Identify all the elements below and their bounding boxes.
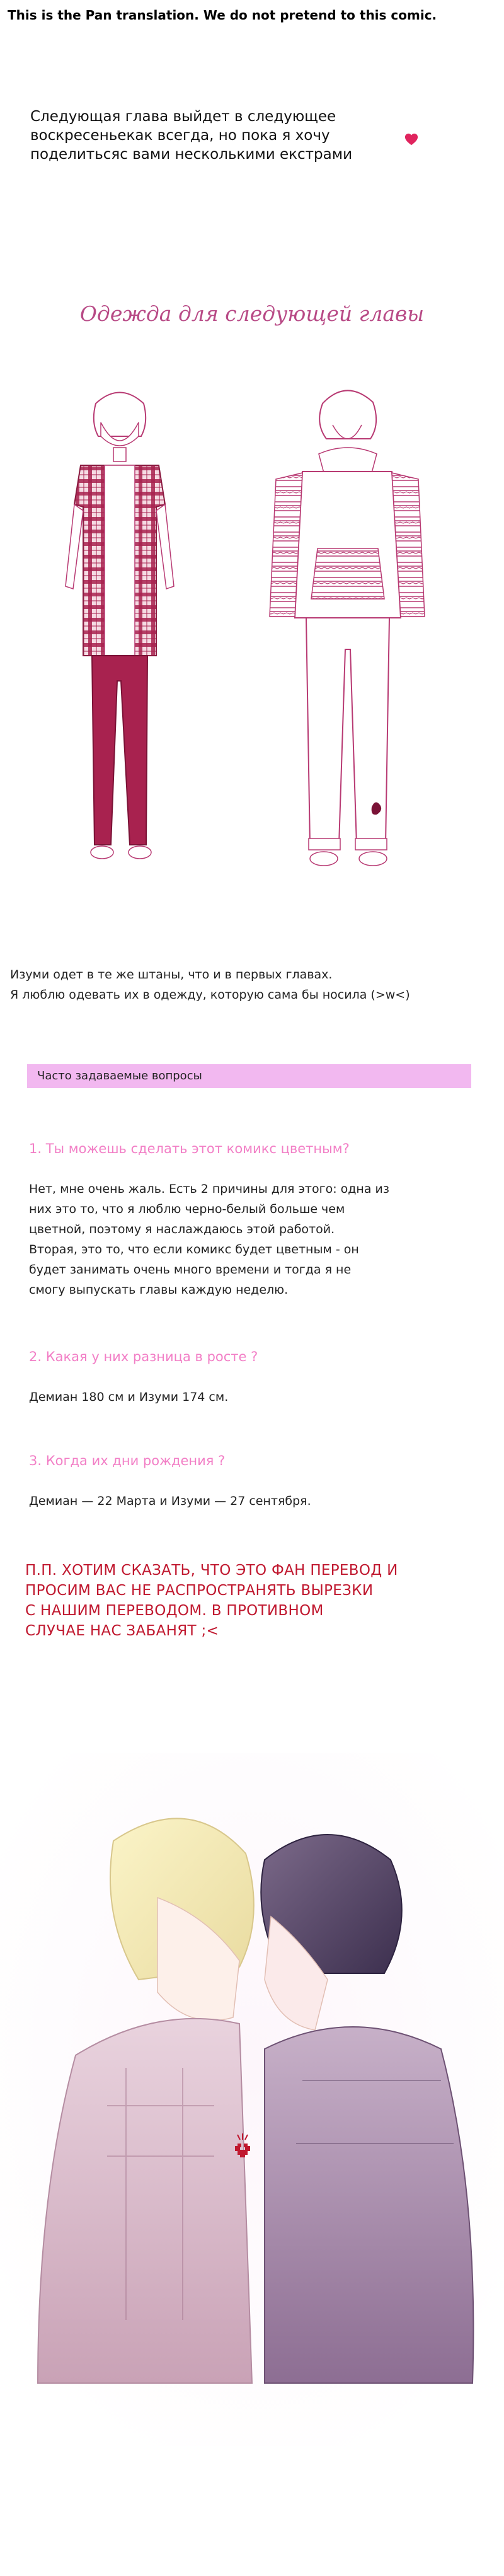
faq-answer-1-line-4: Вторая, это то, что если комикс будет цветным - он	[29, 1243, 359, 1256]
outfit-caption	[10, 965, 501, 1005]
right-character	[270, 390, 425, 866]
translator-note	[25, 1560, 479, 1641]
translator-note-line-1: П.П. ХОТИМ СКАЗАТЬ, ЧТО ЭТО ФАН ПЕРЕВОД И	[25, 1562, 398, 1579]
faq-answer-1-line-1: Нет, мне очень жаль. Есть 2 причины для этого: одна из	[29, 1182, 389, 1196]
faq-question-1: 1. Ты можешь сделать этот комикс цветным?	[29, 1141, 350, 1156]
closing-illustration	[0, 1753, 504, 2446]
outfit-title: Одежда для следующей главы	[79, 301, 425, 326]
intro-line-3: поделитьсяс вами несколькими екстрами	[30, 146, 353, 163]
faq-answer-2: Демиан 180 см и Изуми 174 см.	[29, 1390, 229, 1404]
translator-note-line-3: С НАШИМ ПЕРЕВОДОМ. В ПРОТИВНОМ	[25, 1603, 324, 1619]
faq-question-2: 2. Какая у них разница в росте ?	[29, 1349, 258, 1364]
faq-question-3: 3. Когда их дни рождения ?	[29, 1453, 226, 1468]
faq-answer-1-line-3: цветной, поэтому я наслаждаюсь этой работой.	[29, 1222, 335, 1236]
intro-text	[30, 107, 408, 164]
heart-icon	[404, 132, 418, 146]
faq-answer-1-line-6: смогу выпускать главы каждую неделю.	[29, 1283, 289, 1297]
faq-answer-1-line-5: будет занимать очень много времени и тогда я не	[29, 1263, 352, 1277]
left-character	[66, 393, 174, 859]
disclaimer-text: This is the Pan translation. We do not pretend to this comic.	[8, 8, 437, 23]
intro-line-2: воскресеньекак всегда, но пока я хочу	[30, 127, 330, 144]
faq-answer-1-line-2: них это то, что я люблю черно-белый больше чем	[29, 1202, 345, 1216]
translator-note-line-4: СЛУЧАЕ НАС ЗАБАНЯТ ;<	[25, 1623, 219, 1639]
faq-header-text: Часто задаваемые вопросы	[37, 1069, 202, 1082]
caption-line-2: Я люблю одевать их в одежду, которую сама бы носила (>w<)	[10, 988, 410, 1002]
translator-note-line-2: ПРОСИМ ВАС НЕ РАСПРОСТРАНЯТЬ ВЫРЕЗКИ	[25, 1582, 374, 1599]
faq-answer-1	[29, 1179, 483, 1300]
intro-line-1: Следующая глава выйдет в следующее	[30, 108, 336, 125]
faq-answer-3: Демиан — 22 Марта и Изуми — 27 сентября.	[29, 1494, 311, 1508]
outfit-illustration	[0, 378, 504, 946]
faq-header	[27, 1064, 471, 1088]
caption-line-1: Изуми одет в те же штаны, что и в первых главах.	[10, 968, 333, 982]
